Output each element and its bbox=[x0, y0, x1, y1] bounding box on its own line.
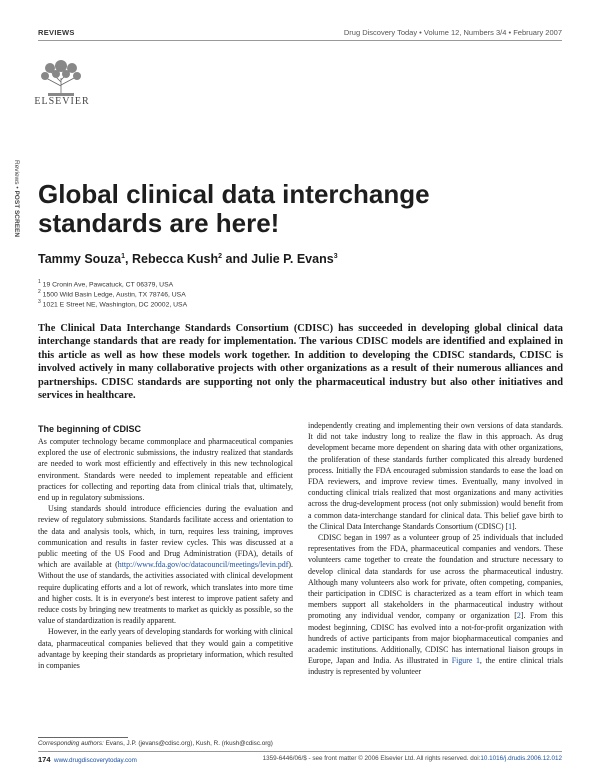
section-label: REVIEWS bbox=[38, 28, 75, 37]
section-heading: The beginning of CDISC bbox=[38, 424, 141, 434]
header-rule bbox=[38, 40, 562, 41]
journal-info: Drug Discovery Today • Volume 12, Numbers 3/4 • February 2007 bbox=[343, 28, 562, 37]
affiliation bbox=[38, 299, 187, 308]
paragraph bbox=[308, 532, 563, 678]
affiliation-text: 1021 E Street NE, Washington, DC 20002, USA bbox=[42, 301, 188, 309]
corresponding-label: Corresponding authors: bbox=[38, 740, 104, 747]
abstract: The Clinical Data Interchange Standards Consortium (CDISC) has succeeded in developing global clinical data interchange standards that are ready for implementation. The various CDISC models are identified and explained in this article as well as how these models work together. In addition to developing the CDISC standards, CDISC is involved actively in many collaborative projects with other organizations as a result of their numerous alliances and partnerships. CDISC standards are supporting not only the pharmaceutical industry but also other initiatives and services in healthcare. bbox=[38, 323, 563, 402]
side-label bbox=[10, 160, 20, 240]
paragraph bbox=[38, 503, 293, 626]
right-column bbox=[308, 420, 563, 678]
author-sep: and bbox=[222, 252, 252, 266]
author-name: Rebecca Kush bbox=[131, 252, 219, 266]
text-run: ). Without the use of standards, the activities associated with clinical development require duplicating efforts and a lot of rework, which translates into more time and higher costs. It is in everyone's best interest to improve patient safety and reduce costs by bringing new treatments to market as quickly as possible, so the value of standardization is readily apparent. bbox=[38, 560, 293, 626]
paragraph bbox=[308, 420, 563, 532]
affiliation-sup: 3 bbox=[38, 299, 41, 305]
article-title: Global clinical data interchange standards are here! bbox=[38, 179, 430, 238]
paragraph: However, in the early years of developing standards for working with clinical data, pharmaceutical companies believed that they would gain a competitive advantage by keeping their standards as proprietary information, which resulted in companies bbox=[38, 627, 293, 671]
reference-link[interactable]: 2 bbox=[516, 611, 521, 621]
corresponding-authors bbox=[38, 740, 273, 747]
affiliation-text: 19 Cronin Ave, Pawcatuck, CT 06379, USA bbox=[42, 281, 174, 289]
author-sup: 1 bbox=[121, 252, 126, 260]
text-run: CDISC began in 1997 as a volunteer group of 25 individuals that included representatives from the FDA, pharmaceutical companies and vendors. These volunteers came together to create the foundation and structure necessary to develop clinical data standards for use across the pharmaceutical industry. Although many volunteers also work for private, often competing, companies, their participation in CDISC is characterized as a team effort in which team members support all stakeholders in the pharmaceutical industry without promoting any individual vendor, company or organization [ bbox=[308, 533, 563, 621]
side-label-suffix: POST SCREEN bbox=[13, 190, 20, 238]
text-run: Using standards should introduce efficiencies during the evaluation and review of regulatory submissions. Standards facilitate access and orientation to the data and analysis tools, which, in turn, requires less training, improves communication and results in faster review cycles. This was discussed at a public meeting of the US Food and Drug Administration (FDA), details of which are available at ( bbox=[38, 504, 293, 570]
author-sup: 2 bbox=[218, 252, 223, 260]
page-number: 174 bbox=[38, 755, 51, 764]
author-sup: 3 bbox=[333, 252, 338, 260]
footnote-rule bbox=[38, 737, 128, 738]
footer-right bbox=[263, 755, 562, 762]
text-run: , the entire clinical trials industry is represented by volunteer bbox=[308, 656, 564, 677]
text-run: ]. From this modest beginning, CDISC has evolved into a not-for-profit organization with hundreds of active participants from major biopharmaceutical companies and academic institutions. Additionally, CDISC has international liaison groups in Europe, Japan and India. As illustrated in bbox=[308, 611, 564, 666]
reference-link[interactable]: 1 bbox=[508, 521, 513, 531]
journal-url-link[interactable]: www.drugdiscoverytoday.com bbox=[54, 757, 137, 764]
affiliation-sup: 1 bbox=[38, 279, 41, 285]
paragraph: As computer technology became commonplace and pharmaceutical companies explored the use of electronic submissions, the industry realized that standards are needed to work most efficiently and effectively in this new technological environment. Standards were needed to implement repeatable and efficient practices for collecting and reporting data from clinical trials that, ultimately, end up in regulatory submissions. bbox=[38, 437, 293, 503]
affiliation bbox=[38, 289, 186, 298]
corresponding-text: Evans, J.P. (jevans@cdisc.org), Kush, R. (rkush@cdisc.org) bbox=[105, 740, 273, 747]
figure-link[interactable]: Figure 1 bbox=[451, 656, 480, 666]
affiliation-text: 1500 Wild Basin Ledge, Austin, TX 78746, USA bbox=[42, 291, 186, 299]
publisher-logo-text: ELSEVIER bbox=[34, 96, 90, 107]
author-name: Julie P. Evans bbox=[251, 252, 334, 266]
author-name: Tammy Souza bbox=[38, 252, 122, 266]
affiliation-sup: 2 bbox=[38, 289, 41, 295]
footer-left bbox=[38, 755, 137, 764]
text-run: ]. bbox=[512, 521, 517, 531]
fda-link[interactable]: http://www.fda.gov/oc/datacouncil/meetings/levin.pdf bbox=[117, 560, 289, 570]
issn-text: 1359-6446/06/$ - see front matter © 2006 Elsevier Ltd. All rights reserved. doi: bbox=[262, 755, 481, 762]
left-column bbox=[38, 436, 293, 671]
text-run: independently creating and implementing their own versions of data standards. It did not take industry long to realize the flaw in this approach. As drug development became more dependent on sharing data with other organizations, the proliferation of these standards further complicated this already burdened process. Initially the FDA encouraged submission standards to ease the load on FDA reviewers, and improve review times. Eventually, many involved in conducting clinical trials realized that most organizations and many activities across the drug-development process (not only submission) would benefit from a common data-interchange standard for clinical data. This belief gave birth to the Clinical Data Interchange Standards Consortium (CDISC) [ bbox=[308, 421, 563, 531]
author-sep: , bbox=[125, 252, 132, 266]
footer-rule bbox=[38, 751, 562, 752]
side-label-prefix: Reviews • bbox=[13, 160, 20, 189]
doi-link[interactable]: 10.1016/j.drudis.2006.12.012 bbox=[480, 755, 562, 762]
author-list bbox=[38, 252, 338, 266]
affiliation bbox=[38, 279, 173, 288]
